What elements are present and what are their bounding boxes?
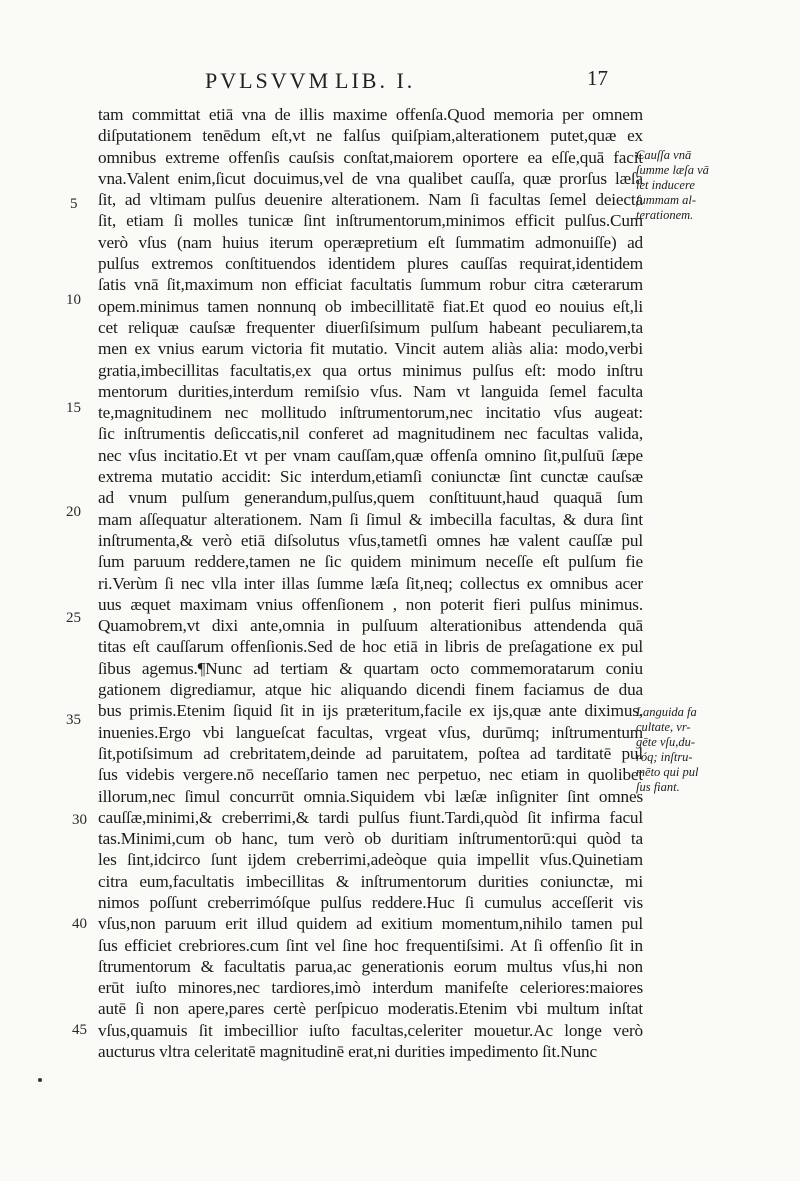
text-line: bus primis.Etenim ſiquid ſit in ijs præteritum,facile ex ijs,quæ ante diximus, — [98, 701, 643, 721]
text-line: mam aſſequatur alterationem. Nam ſi ſimul & imbecilla facultas, & dura ſint — [98, 509, 643, 529]
text-line: ſic inſtrumentis deſiccatis,nil conferet ad magnitudinem nec facultas valida, — [98, 424, 643, 444]
marginal-note-line: terationem. — [636, 208, 694, 222]
text-line: ſit,potiſsimum ad crebritatem,deinde ad paruitatem, poſtea ad tarditatē pul — [98, 743, 643, 763]
ink-dot — [38, 1078, 42, 1082]
text-line: tas.Minimi,cum ob hanc, tum verò ob duritiam inſtrumentorū:qui quòd ta — [98, 829, 643, 849]
text-line: Quamobrem,vt dixi ante,omnia in pulſuum alterationibus attendenda quā — [98, 616, 643, 636]
text-line: mentorum durities,interdum remiſsio vſus. Nam vt languida ſemel faculta — [98, 381, 643, 401]
text-line: omnibus extreme offenſis cauſsis conſtat,maiorem oportere ea eſſe,quā facit — [98, 147, 643, 167]
text-line: vſus,quamuis ſit imbecillior iuſto facultas,celeriter mouetur.Ac longe verò — [98, 1020, 643, 1040]
text-line: men ex vnius earum victoria fit mutatio. Vincit autem aliàs alia: modo,verbi — [98, 339, 643, 359]
text-line: ſit, etiam ſi molles tunicæ ſint inſtrumentorum,minimos efficit pulſus.Cum — [98, 211, 643, 231]
text-line: ſibus agemus.¶Nunc ad tertiam & quartam octo commemoratarum coniu — [98, 658, 643, 678]
line-number: 20 — [66, 504, 81, 520]
text-line: ſum paruum reddere,tamen ne ſic quidem minimum neceſſe eſt pulſum fie — [98, 552, 643, 572]
text-block — [98, 104, 643, 1062]
text-line: ſus videbis vergere.nō neceſſario tamen nec perpetuo, nec etiam in quolibet — [98, 765, 643, 785]
line-number: 15 — [66, 400, 81, 416]
marginal-note-line: róq; inſtru- — [636, 750, 693, 764]
text-line: ad vnum pulſum generandum,pulſus,quem conſtituunt,haud quaquā ſum — [98, 488, 643, 508]
line-number: 35 — [66, 712, 81, 728]
text-line: ri.Verùm ſi nec vlla inter illas ſumme læſa ſit,neq; collectus ex omnibus acer — [98, 573, 643, 593]
marginal-note-line: let inducere — [636, 178, 695, 192]
text-line: gationem digrediamur, atque hic aliquando dicendi finem faciamus de dua — [98, 680, 643, 700]
text-line: ſit, ad vltimam pulſus deuenire alterationem. Nam ſi facultas ſemel deiecta — [98, 190, 643, 210]
text-line: erūt iuſto minores,nec tardiores,imò interdum manifeſte celeriores:maiores — [98, 978, 643, 998]
book-number: LIB. I. — [335, 68, 416, 93]
marginal-note — [636, 705, 716, 795]
text-line: ſtrumentorum & facultatis parua,ac generationis eorum multus vſus,hi non — [98, 956, 643, 976]
text-line: ſatis vnā ſit,maximum non efficiat facultatis ſummum robur citra cæterarum — [98, 275, 643, 295]
folio-number: 17 — [587, 66, 608, 90]
text-line: inuenies.Ergo vbi langueſcat facultas, vrgeat vſus, durūmq; inſtrumentum — [98, 722, 643, 742]
text-line: aucturus vltra celeritatē magnitudinē erat,ni durities impedimento ſit.Nunc — [98, 1042, 597, 1062]
marginal-note-line: ſus fiant. — [636, 780, 680, 794]
text-line: les ſint,idcirco ſunt ijdem creberrimi,adeòque quia impellit vſus.Quinetiam — [98, 850, 643, 870]
text-line: opem.minimus tamen nonnunq ob imbecillitatē fiat.Et quod eo nouius eſt,li — [98, 296, 643, 316]
text-line: cauſſæ,minimi,& creberrimi,& tardi pulſus fiunt.Tardi,quòd ſit infirma facul — [98, 807, 643, 827]
marginal-note-line: gēte vſu,du- — [636, 735, 696, 749]
text-line: verò vſus (nam huius iterum operæpretium eſt ſummatim admonuiſſe) ad — [98, 232, 643, 252]
marginal-note-line: Languida fa — [636, 705, 697, 719]
line-number: 40 — [72, 916, 87, 932]
text-line: pulſus extremos conſtituendos identidem plures cauſſas requirat,identidem — [98, 254, 643, 274]
marginal-note — [636, 148, 716, 223]
text-line: autē ſi non apere,pares certè perſpicuo moderatis.Etenim vbi multum inſtat — [98, 999, 643, 1019]
text-line: vſus,non paruum erit illud quidem ad exitium momentum,nihilo tamen pul — [98, 914, 643, 934]
text-line: gratia,imbecillitas facultatis,ex qua ortus minimus pulſus eſt: modo inſtru — [98, 360, 643, 380]
marginal-note-line: cultate, vr- — [636, 720, 691, 734]
running-title: PVLSVVM — [205, 68, 332, 93]
text-line: ſus efficiet crebriores.cum ſint vel ſine hoc frequentiſsimi. At ſi offenſio ſit in — [98, 935, 643, 955]
text-line: te,magnitudinem nec mollitudo inſtrumentorum,nec incitatio vſus augeat: — [98, 403, 643, 423]
text-line: cet reliquæ cauſsæ frequenter diuerſiſsimum pulſum habeant peculiarem,ta — [98, 317, 643, 337]
line-number: 45 — [72, 1022, 87, 1038]
text-line: diſputationem tenēdum eſt,vt ne falſus quiſpiam,alterationem putet,quæ ex — [98, 126, 643, 146]
text-line: vna.Valent enim,ſicut docuimus,vel de vna qualibet cauſſa, quæ prorſus læſa — [98, 168, 643, 188]
text-line: nec vſus incitatio.Et vt per vnam cauſſam,quæ offenſa omnino ſit,pulſuū ſæpe — [98, 445, 643, 465]
marginal-note-line: Cauſſa vnā — [636, 148, 692, 162]
line-number: 10 — [66, 292, 81, 308]
text-line: titas eſt cauſſarum offenſionis.Sed de hoc etiā in libris de preſagatione ex pul — [98, 637, 643, 657]
marginal-note-line: ſumme læſa vā — [636, 163, 709, 177]
text-line: uus æquet maximam vnius offenſionem , non poterit fieri pulſus minimus. — [98, 594, 643, 614]
marginal-note-line: ſummam al- — [636, 193, 697, 207]
text-line: nimos poſſunt creberrimóſque pulſus reddere.Huc ſi cumulus acceſſerit vis — [98, 892, 643, 912]
text-line: citra eum,facultatis imbecillitas & inſtrumentorum durities coniunctæ, mi — [98, 871, 643, 891]
marginal-note-line: mēto qui pul — [636, 765, 699, 779]
text-line: illorum,nec ſimul concurrūt omnia.Siquidem vbi læſæ inſigniter ſint omnes — [98, 786, 643, 806]
running-header — [205, 68, 625, 98]
line-number: 30 — [72, 812, 87, 828]
text-line: inſtrumenta,& verò etiā diſsolutus vſus,tametſi omnes hæ valent cauſſæ pul — [98, 530, 643, 550]
line-number: 5 — [70, 196, 78, 212]
text-line: tam committat etiā vna de illis maxime offenſa.Quod memoria per omnem — [98, 105, 643, 124]
line-number: 25 — [66, 610, 81, 626]
text-line: extrema mutatio accidit: Sic interdum,etiamſi coniunctæ ſint cunctæ cauſsæ — [98, 467, 643, 487]
